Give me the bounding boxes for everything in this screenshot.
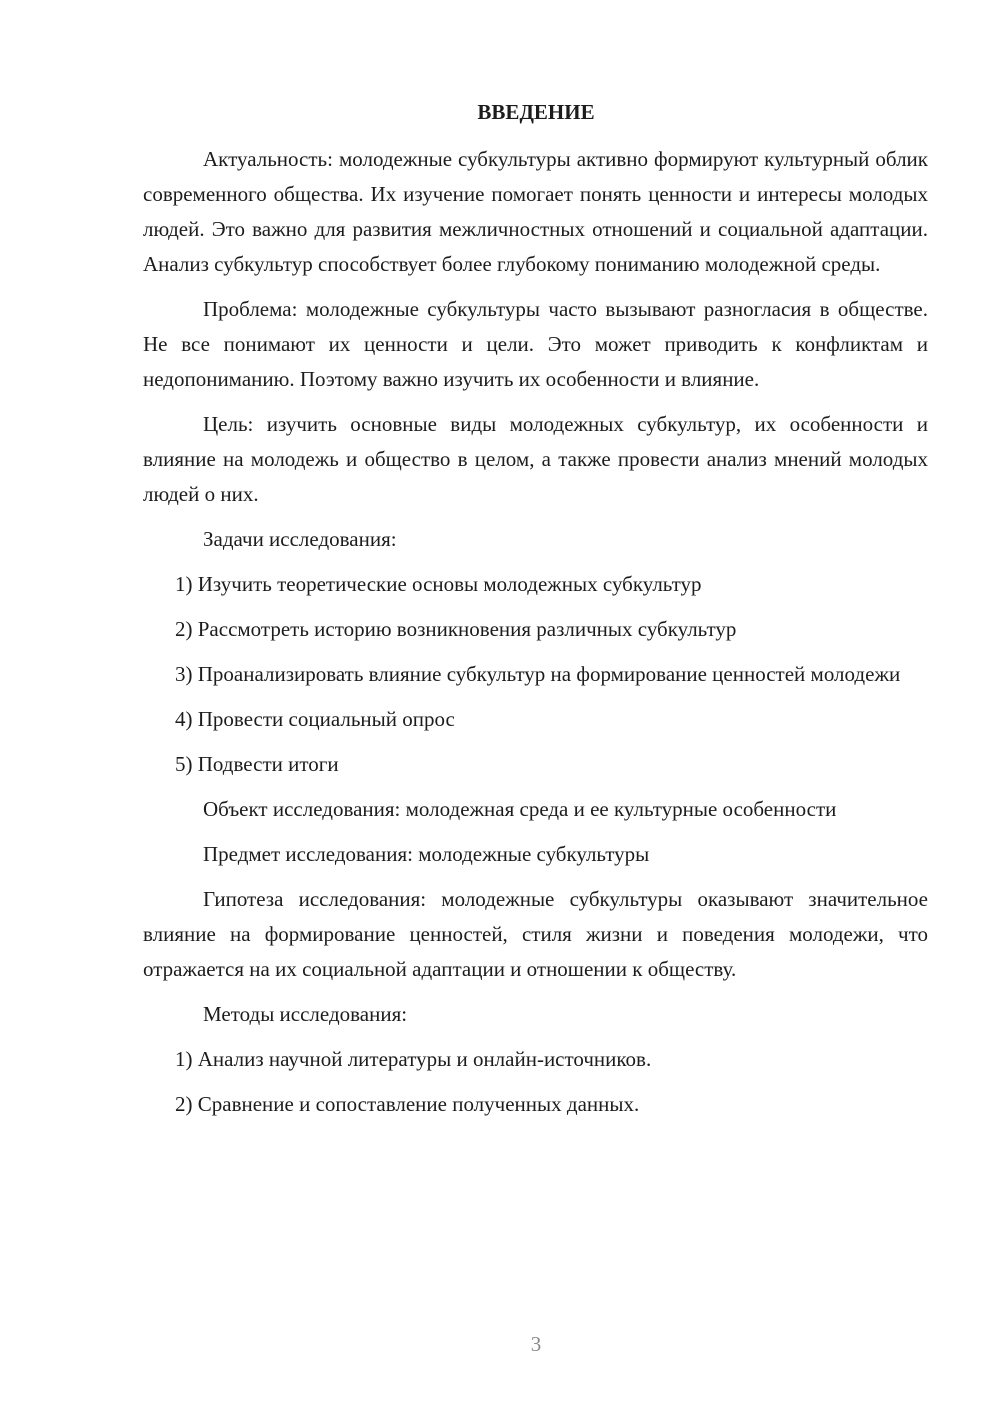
method-item-1: 1) Анализ научной литературы и онлайн-источников. [175, 1047, 652, 1071]
task-item-2: 2) Рассмотреть историю возникновения различных субкультур [175, 617, 737, 641]
page-title: ВВЕДЕНИЕ [477, 100, 595, 124]
method-item-2: 2) Сравнение и сопоставление полученных данных. [175, 1092, 640, 1116]
paragraph-object: Объект исследования: молодежная среда и ее культурные особенности [203, 797, 837, 821]
task-item-5: 5) Подвести итоги [175, 752, 339, 776]
tasks-title: Задачи исследования: [203, 527, 397, 551]
paragraph-problem: Проблема: молодежные субкультуры часто вызывают разногласия в обществе. Не все понимают их ценности и цели. Это может приводить к конфликтам и недопониманию. Поэтому важно изучить их особенности и влияние. [143, 297, 928, 391]
paragraph-hypothesis: Гипотеза исследования: молодежные субкультуры оказывают значительное влияние на формирование ценностей, стиля жизни и поведения молодежи, что отражается на их социальной адаптации и отношении к обществу. [143, 887, 928, 981]
methods-title: Методы исследования: [203, 1002, 408, 1026]
page-number: 3 [530, 1332, 542, 1356]
paragraph-relevance: Актуальность: молодежные субкультуры активно формируют культурный облик современного общества. Их изучение помогает понять ценности и интересы молодых людей. Это важно для развития межличностных отношений и социальной адаптации. Анализ субкультур способствует более глубокому пониманию молодежной среды. [143, 147, 928, 276]
body-text [143, 142, 928, 1122]
task-item-3: 3) Проанализировать влияние субкультур на формирование ценностей молодежи [175, 662, 901, 686]
paragraph-subject: Предмет исследования: молодежные субкультуры [203, 842, 650, 866]
task-item-4: 4) Провести социальный опрос [175, 707, 455, 731]
paragraph-goal: Цель: изучить основные виды молодежных субкультур, их особенности и влияние на молодежь и общество в целом, а также провести анализ мнений молодых людей о них. [143, 412, 928, 506]
task-item-1: 1) Изучить теоретические основы молодежных субкультур [175, 572, 702, 596]
